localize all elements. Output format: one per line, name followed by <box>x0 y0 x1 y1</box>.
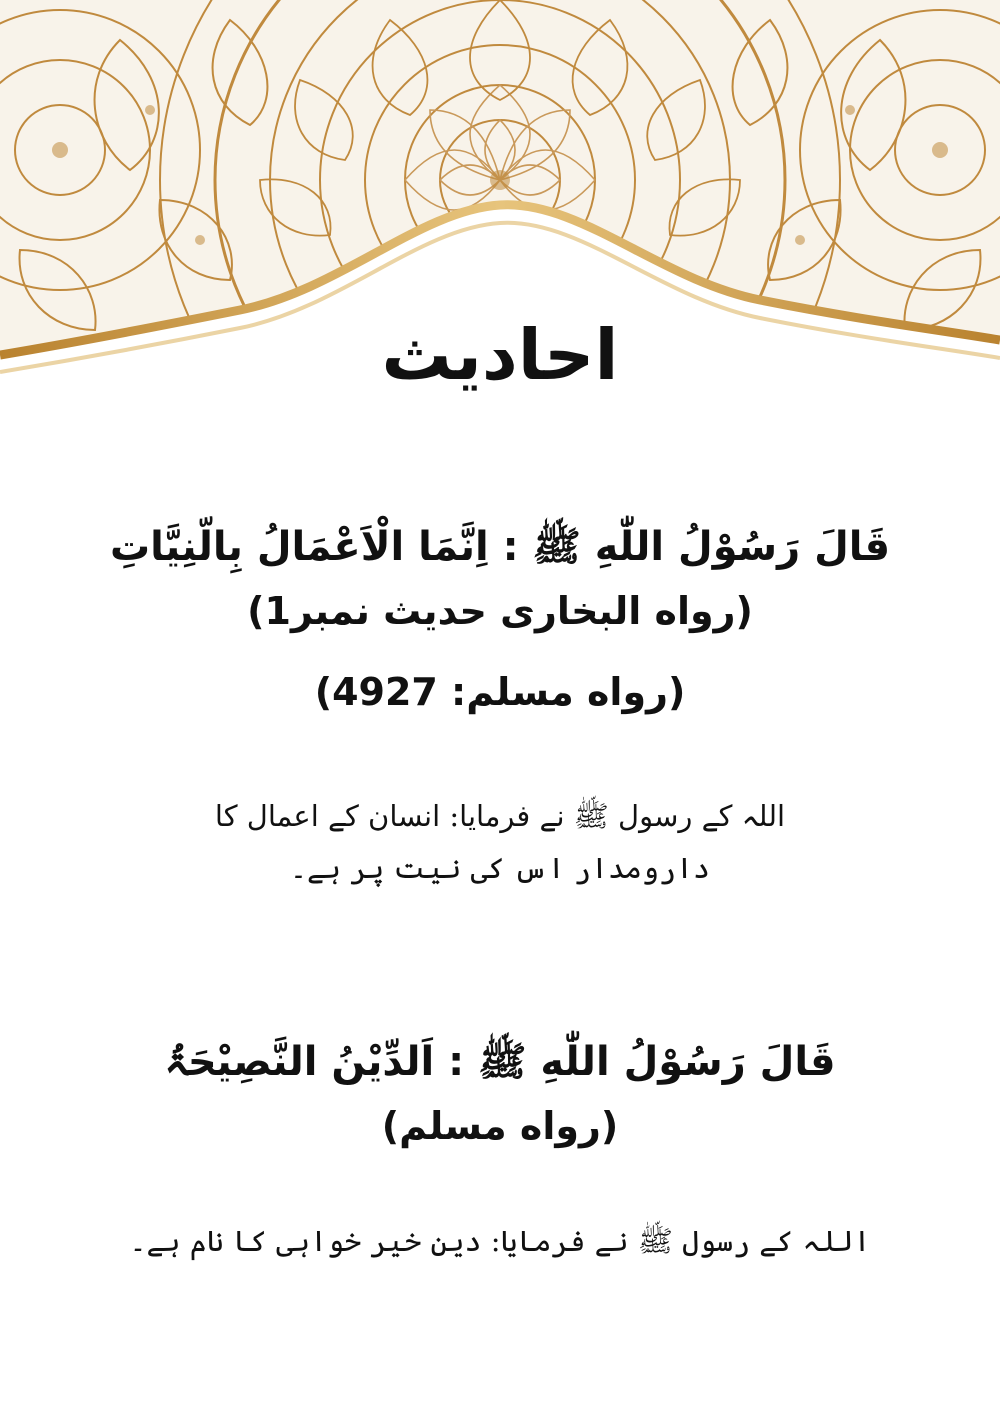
hadith-1-translation-line-1: اللہ کے رسول ﷺ نے فرمایا: انسان کے اعمال کا <box>214 799 786 833</box>
hadith-1-arabic: قَالَ رَسُوْلُ اللّٰهِ ﷺ : اِنَّمَا الْاَعْمَالُ بِالّنِیَّاتِ <box>109 524 891 570</box>
hadith-2-reference-muslim: (رواه مسلم) <box>381 1104 619 1148</box>
hadith-2 <box>0 1030 1000 1158</box>
hadith-2-translation-block <box>0 1215 1000 1267</box>
hadith-1-translation-line-2: دارومدار اس کی نیت پر ہے۔ <box>290 851 710 885</box>
hadith-1-reference-muslim-block <box>0 660 1000 724</box>
hadith-1-translation <box>0 790 1000 894</box>
hadith-1 <box>0 515 1000 643</box>
hadith-1-reference-muslim: (رواه مسلم: 4927) <box>314 670 686 714</box>
hadith-2-arabic: قَالَ رَسُوْلُ اللّٰهِ ﷺ : اَلدِّیْنُ النَّصِیْحَۃُ <box>164 1039 836 1085</box>
hadith-2-translation: اللہ کے رسول ﷺ نے فرمایا: دین خیر خواہی کا نام ہے۔ <box>129 1224 871 1258</box>
hadith-1-reference-bukhari: (رواه البخاری حدیث نمبر1) <box>247 589 753 633</box>
page-title: احادیث <box>381 314 619 396</box>
